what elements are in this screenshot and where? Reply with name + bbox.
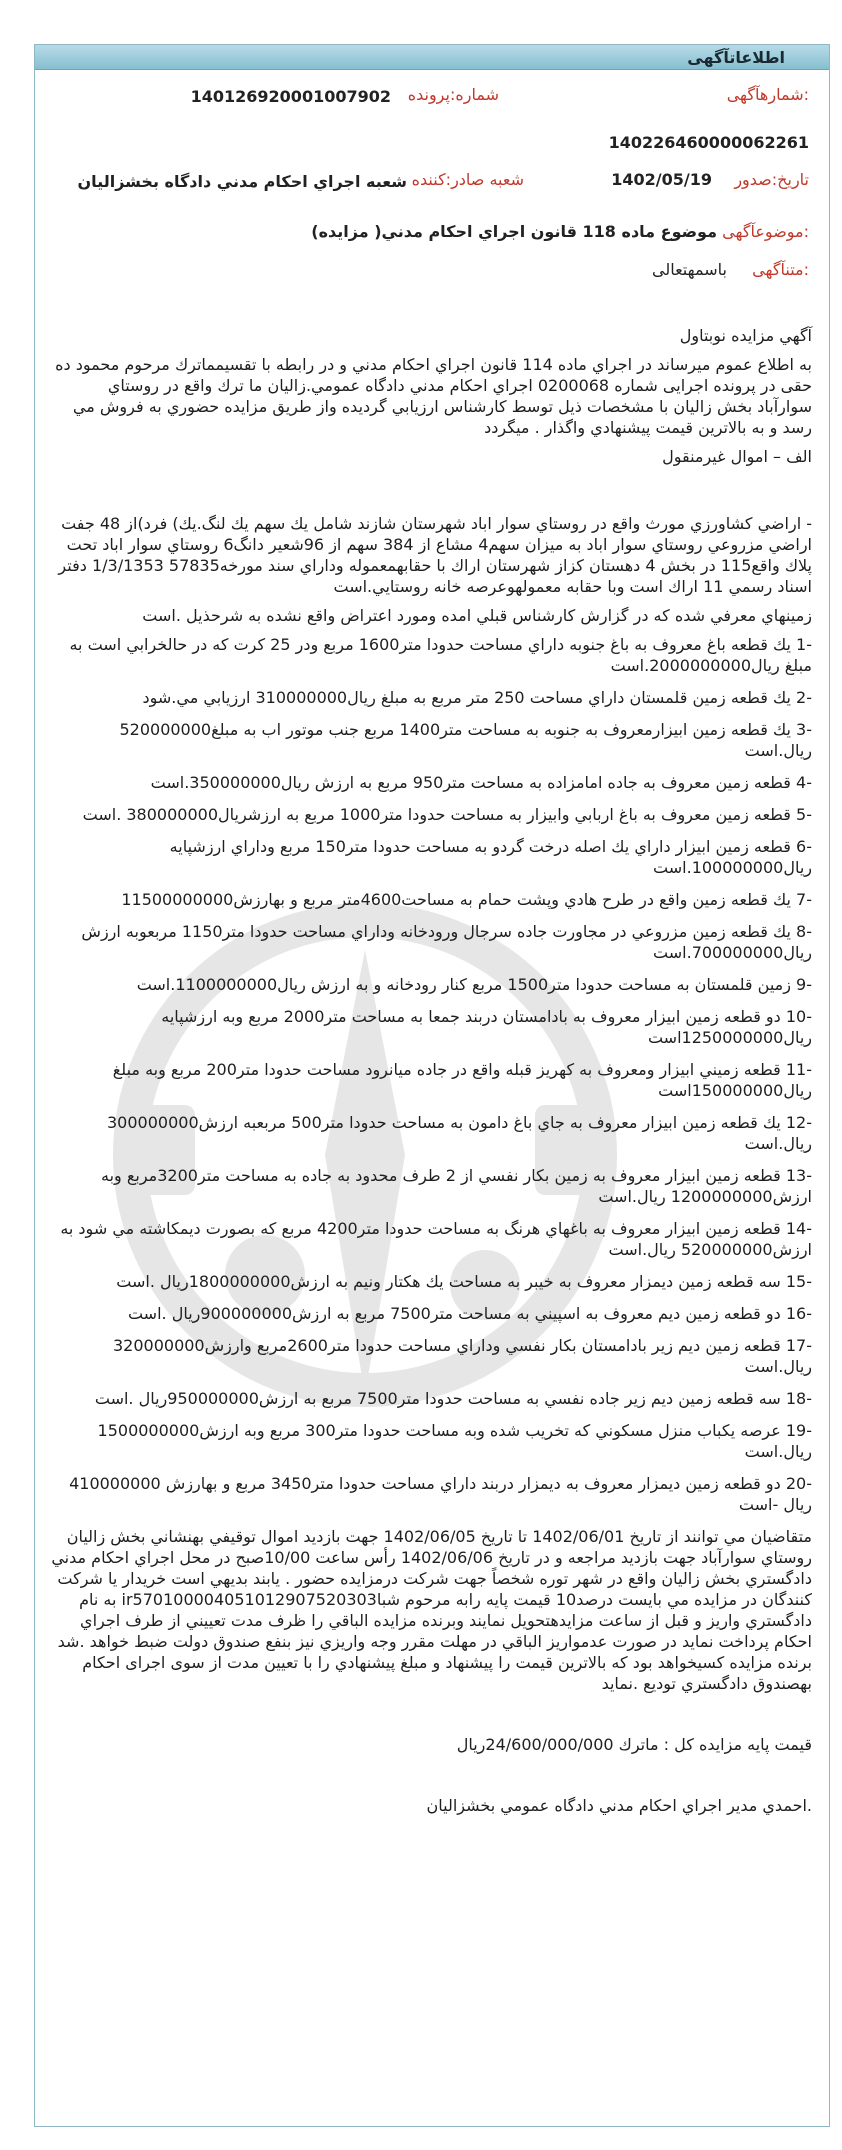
property-item: -8 يك قطعه زمين مزروعي در مجاورت جاده سرجال ورودخانه وداراي مساحت حدودا متر1150 مربعوبه ارزش ريال700000000.است [81, 922, 812, 962]
body-intro: به اطلاع عموم ميرساند در اجراي ماده 114 قانون اجراي احكام مدني و در رابطه با تقسيمماترك مرحوم محمود ده حقی در پرونده اجرایی شماره 0200068 اجراي احكام مدني دادگاه عمومي.زاليان ما ترك واقع در روستاي سوارآباد بخش زاليان با مشخصات ذيل توسط كارشناس ارزيابي گرديده واز طريق مزايده حضوري به فروش مي رسد و به بالاترين قيمت پيشنهادي واگذار . ميگردد [55, 355, 812, 437]
issue-date-value: 1402/05/19 [611, 170, 712, 189]
text-label: متنآگهی: [752, 260, 809, 279]
property-item: -11 قطعه زميني ابيزار ومعروف به كهريز قبله واقع در جاده ميانرود مساحت حدودا متر200 مربع وبه مبلغ ريال150000000است [112, 1060, 812, 1100]
property-item: -14 قطعه زمين ابيزار معروف به باغهاي هرنگ به مساحت حدودا متر4200 مربع كه بصورت ديمكاشته مي شود به ارزش520000000 ريال.است [60, 1219, 812, 1259]
ad-number-value: 140226460000062261 [608, 133, 809, 152]
subject-value: موضوع ماده 118 قانون اجراي احكام مدني( مزايده) [311, 222, 717, 241]
case-number-value: 140126920001007902 [190, 87, 391, 106]
ad-number-label: شمارهآگهی: [726, 85, 809, 104]
property-item: -3 يك قطعه زمين ابيزارمعروف به جنوبه به مساحت متر1400 مربع جنب موتور اب به مبلغ520000000 ريال.است [119, 720, 812, 760]
text-value: باسمهتعالی [652, 260, 727, 279]
card-header [35, 45, 829, 70]
issue-date-label: تاریخ:صدور [734, 170, 809, 189]
property-items-list [50, 634, 812, 1515]
issuer-value: شعبه اجراي احكام مدني دادگاه بخشزاليان [77, 172, 407, 191]
property-item: -7 يك قطعه زمين واقع در طرح هادي وپشت حمام به مساحت4600متر مربع و بهارزش11500000000 [121, 890, 812, 909]
property-item: -5 قطعه زمين معروف به باغ اربابي وابيزار به مساحت حدودا متر1000 مربع به ارزشريال380000000 .است [82, 805, 812, 824]
property-item: -15 سه قطعه زمين ديمزار معروف به خيبر به مساحت يك هكتار ونيم به ارزش1800000000ريال .است [116, 1272, 812, 1291]
body-heading: آگهي مزايده نوبتاول [679, 326, 812, 345]
announcement-body [50, 325, 812, 1816]
property-item: -1 يك قطعه باغ معروف به باغ جنوبه داراي مساحت حدودا متر1600 مربع ودر 25 كرت كه در حالخرابي است به مبلغ ريال2000000000.است [69, 635, 812, 675]
property-item: -12 يك قطعه زمين ابيزار معروف به جاي باغ دامون به مساحت حدودا متر500 مربعبه ارزش300000000 ريال.است [107, 1113, 812, 1153]
section-a-title: الف – اموال غيرمنقول [662, 447, 812, 466]
property-item: -9 زمين قلمستان به مساحت حدودا متر1500 مربع كنار رودخانه و به ارزش ريال1100000000.است [136, 975, 812, 994]
land-description: - اراضي كشاورزي مورث واقع در روستاي سوار اباد شهرستان شازند شامل يك سهم يك لنگ.يك) فرد)از 48 جفت اراضي مزروعي روستاي سوار اباد به ميزان سهم4 مشاع از 384 سهم از 96شعير دانگ6 روستاي سوار اباد تحت پلاك واقع115 در بخش 4 دهستان كزاز شهرستان اراك با حقابهمعموله وداراي سند مورخه57835 1/3/1353 دفتر اسناد رسمي 11 اراك است وبا حقابه معمولهوعرصه خانه روستايي.است [58, 514, 812, 596]
land-note: زمينهاي معرفي شده كه در گزارش كارشناس قبلي امده ومورد اعتراض واقع نشده به شرحذيل .است [142, 606, 812, 625]
header-title: اطلاعاتآگهی [687, 48, 785, 67]
base-price: قيمت پايه مزايده كل : ماترك 24/600/000/000ريال [456, 1735, 812, 1754]
property-item: -2 يك قطعه زمين قلمستان داراي مساحت 250 متر مربع به مبلغ ريال310000000 ارزيابي مي.شود [142, 688, 812, 707]
property-item: -13 قطعه زمين ابيزار معروف به زمين بكار نفسي از 2 طرف محدود به جاده به مساحت متر3200مربع وبه ارزش1200000000 ريال.است [101, 1166, 812, 1206]
property-item: -18 سه قطعه زمين ديم زير جاده نفسي به مساحت حدودا متر7500 مربع به ارزش950000000ريال .است [94, 1389, 812, 1408]
case-number-label: شماره:پرونده [407, 85, 499, 104]
property-item: -4 قطعه زمين معروف به جاده امامزاده به مساحت متر950 مربع به ارزش ريال350000000.است [150, 773, 812, 792]
property-item: -17 قطعه زمين ديم زير بادامستان بكار نفسي وداراي مساحت حدودا متر2600مربع وارزش320000000 ريال.است [112, 1336, 812, 1376]
subject-label: موضوعآگهی: [722, 222, 809, 241]
issuer-label: شعبه صادر:کننده [411, 170, 524, 189]
property-item: -20 دو قطعه زمين ديمزار معروف به ديمزار دربند داراي مساحت حدودا متر3450 مربع و بهارزش 410000000 ريال -است [69, 1474, 812, 1514]
property-item: -10 دو قطعه زمين ابيزار معروف به بادامستان دربند جمعا به مساحت متر2000 مربع وبه ارزشپايه ريال1250000000است [161, 1007, 812, 1047]
property-item: -16 دو قطعه زمين ديم معروف به اسپيني به مساحت متر7500 مربع به ارزش900000000ريال .است [127, 1304, 812, 1323]
closing-paragraph: متقاضيان مي توانند از تاريخ 1402/06/01 تا تاريخ 1402/06/05 جهت بازديد اموال توقيفي بهنشاني بخش زاليان روستاي سوارآباد جهت بازديد مراجعه و در تاريخ 1402/06/06 رأس ساعت 10/00صبح در محل اجراي احكام مدني دادگستري بخش زاليان واقع در شهر توره شخصاً جهت شركت درمزايده حضور . يابند بديهي است خريدار يا شركت كنندگان در مزايده مي بايست درصد10 قيمت پايه رابه مرحوم شباir570100004051012907520303 به نام دادگستري واريز و قبل از ساعت مزايدهتحويل نمايند وبرنده مزايده الباقي را ظرف مدت تعييني از طرف اجراي احكام پرداخت نمايد در صورت عدمواريز الباقي در مهلت مقرر وجه واريزي نيز بنفع صندوق دولت ضبط خواهد .شد برنده مزايده كسيخواهد بود كه بالاترين قيمت را پيشنهاد و مبلغ پيشنهادي را با تعيين مدت از سوی اجرای احکام بهصندوق دادگستري توديع .نمايد [51, 1527, 812, 1693]
signature: .احمدي مدير اجراي احكام مدني دادگاه عمومي بخشزاليان [426, 1796, 812, 1815]
property-item: -6 قطعه زمين ابيزار داراي يك اصله درخت گردو به مساحت حدودا متر150 مربع وداراي ارزشپايه ريال100000000.است [169, 837, 812, 877]
property-item: -19 عرصه يكباب منزل مسكوني كه تخريب شده وبه مساحت حدودا متر300 مربع وبه ارزش1500000000 ريال.است [97, 1421, 812, 1461]
